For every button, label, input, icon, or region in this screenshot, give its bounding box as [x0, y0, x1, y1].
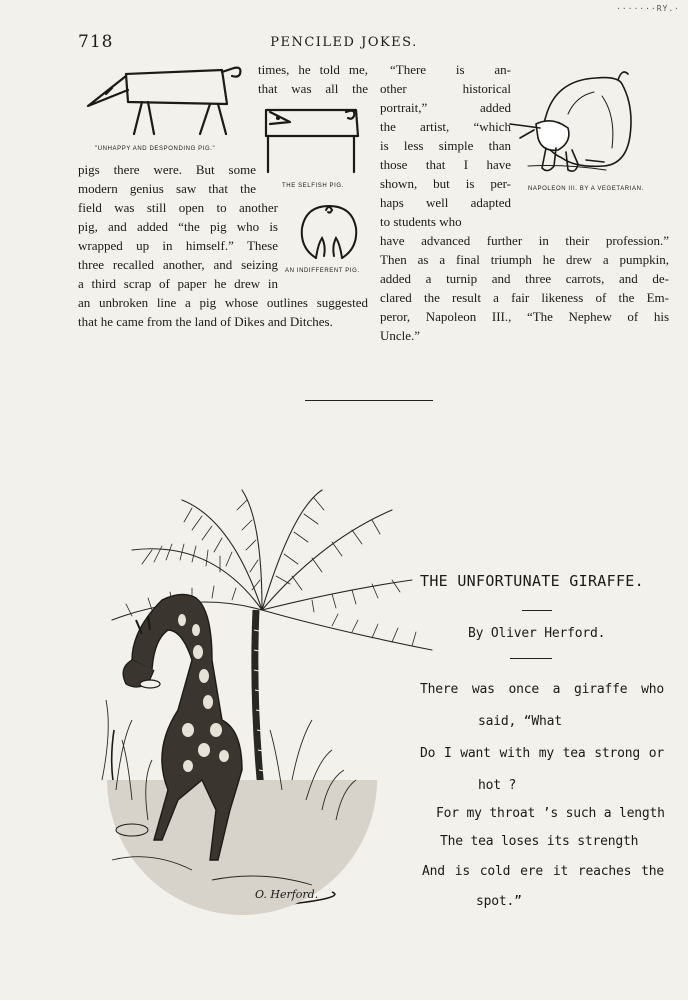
indifferent-pig-drawing: [296, 200, 362, 264]
selfish-pig-drawing: [262, 106, 362, 178]
section-divider: [305, 400, 433, 401]
text-line: is less simple than: [380, 138, 511, 153]
text-line: “There is an-: [390, 62, 511, 77]
text-line: shown, but is per-: [380, 176, 511, 191]
poem-line: For my throat ’s such a length: [436, 806, 665, 821]
text-line: other historical: [380, 81, 511, 96]
text-line: modern genius saw that the: [78, 181, 256, 196]
text-line: Uncle.”: [380, 328, 421, 343]
despondent-pig-caption: "UNHAPPY AND DESPONDING PIG.": [95, 146, 216, 152]
text-line: have advanced further in their profession.”: [380, 233, 669, 248]
text-line: that he came from the land of Dikes and Ditches.: [78, 314, 333, 329]
indifferent-pig-caption: AN INDIFFERENT PIG.: [285, 268, 360, 274]
title-rule: [522, 610, 552, 611]
poem-line: The tea loses its strength: [440, 834, 639, 849]
text-line: field was still open to another: [78, 200, 278, 215]
text-line: portrait,” added: [380, 100, 511, 115]
poem-line: hot ?: [478, 778, 517, 793]
despondent-pig-drawing: [82, 62, 252, 142]
text-line: haps well adapted: [380, 195, 511, 210]
author-rule: [510, 658, 552, 659]
text-line: added a turnip and three carrots, and de-: [380, 271, 669, 286]
text-line: that was all the: [258, 81, 368, 96]
text-line: times, he told me,: [258, 62, 368, 77]
running-head: PENCILED JOKES.: [270, 35, 418, 50]
text-line: three recalled another, and seizing: [78, 257, 278, 272]
page-number: 718: [78, 32, 114, 52]
text-line: wrapped up in himself.” These: [78, 238, 278, 253]
text-line: to students who: [380, 214, 462, 229]
text-line: clared the result a fair likeness of the Em-: [380, 290, 669, 305]
poem-line: said, “What: [478, 714, 562, 729]
text-line: those that I have: [380, 157, 511, 172]
napoleon-vegetable-drawing: [506, 66, 656, 186]
text-line: pig, and added “the pig who is: [78, 219, 278, 234]
poem-line: spot.”: [476, 894, 522, 909]
artist-signature: O. Herford.: [255, 888, 319, 901]
text-line: Then as a final triumph he drew a pumpkin,: [380, 252, 669, 267]
text-line: an unbroken line a pig whose outlines suggested: [78, 295, 368, 310]
poem-title: THE UNFORTUNATE GIRAFFE.: [420, 572, 644, 590]
poem-line: Do I want with my tea strong or: [420, 746, 664, 761]
napoleon-caption: NAPOLEON III. BY A VEGETARIAN.: [528, 186, 644, 192]
poem-line: There was once a giraffe who: [420, 682, 664, 697]
giraffe-illustration: [92, 480, 442, 920]
poem-line: And is cold ere it reaches the: [422, 864, 664, 879]
corner-mark: ·······RY.·: [616, 4, 680, 13]
poem-author: By Oliver Herford.: [468, 626, 606, 641]
text-line: a third scrap of paper he drew in: [78, 276, 278, 291]
text-line: pigs there were. But some: [78, 162, 256, 177]
text-line: peror, Napoleon III., “The Nephew of his: [380, 309, 669, 324]
selfish-pig-caption: THE SELFISH PIG.: [282, 183, 344, 189]
text-line: the artist, “which: [380, 119, 511, 134]
